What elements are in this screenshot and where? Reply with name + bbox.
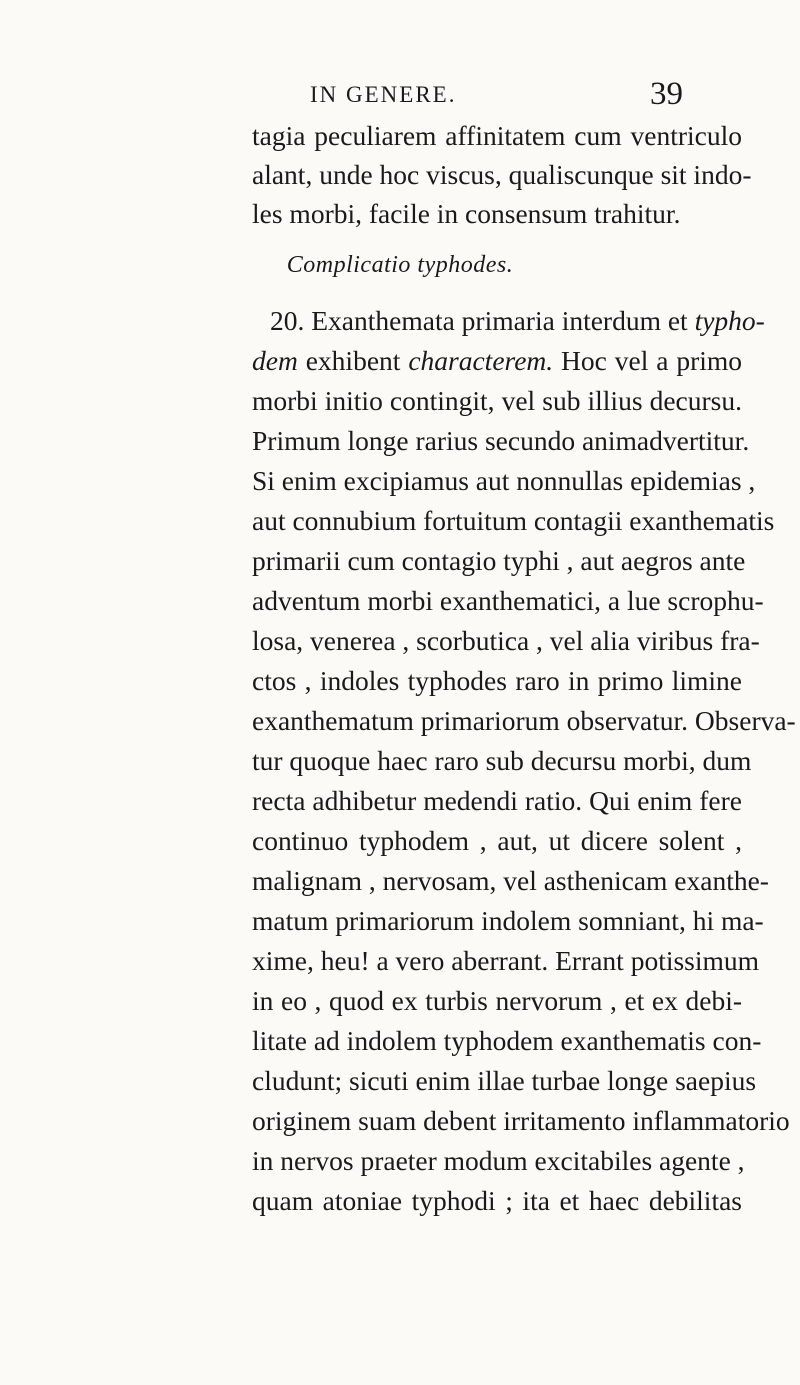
text-line: matum primariorum indolem somniant, hi ma- [252,905,764,936]
text-line: litate ad indolem typhodem exanthematis con- [252,1025,762,1056]
text-line [270,303,765,339]
text-line: cludunt; sicuti enim illae turbae longe saepius [252,1065,757,1096]
page-number: 39 [650,76,683,112]
running-title: IN GENERE. [310,82,457,107]
text-line: adventum morbi exanthematici, a lue scrophu- [252,585,764,616]
text-line: xime, heu! a vero aberrant. Errant potissimum [252,945,760,976]
section-heading: Complicatio typhodes. [286,252,514,278]
text-line: primarii cum contagio typhi , aut aegros ante [252,545,746,576]
text-line: tagia peculiarem affinitatem cum ventriculo [252,120,742,151]
text-line: exanthematum primariorum observatur. Observa- [252,705,796,736]
text-line: in nervos praeter modum excitabiles agente , [252,1145,745,1176]
text-line: alant, unde hoc viscus, qualiscunque sit indo- [252,159,752,190]
text-line: aut connubium fortuitum contagii exanthematis [252,505,775,536]
text-segment: 20. Exanthemata primaria interdum et [270,305,688,336]
text-line: losa, venerea , scorbutica , vel alia viribus fra- [252,625,760,656]
text-line: les morbi, facile in consensum trahitur. [252,198,681,229]
text-line: Primum longe rarius secundo animadvertitur. [252,425,750,456]
text-line [252,343,742,379]
text-segment: exhibent [305,345,401,376]
text-line: continuo typhodem , aut, ut dicere solent , [252,825,742,856]
italic-term: characterem. [408,345,554,376]
text-line: tur quoque haec raro sub decursu morbi, dum [252,745,752,776]
text-line: ctos , indoles typhodes raro in primo limine [252,665,742,696]
text-line: Si enim excipiamus aut nonnullas epidemias , [252,465,756,496]
italic-term: dem [252,345,298,376]
text-segment: Hoc vel a primo [561,345,743,376]
running-head [0,76,800,116]
text-line: in eo , quod ex turbis nervorum , et ex debi- [252,985,742,1016]
text-line: morbi initio contingit, vel sub illius decursu. [252,385,742,416]
text-line: malignam , nervosam, vel asthenicam exanthe- [252,865,769,896]
text-line: originem suam debent irritamento inflammatorio [252,1105,790,1136]
italic-term: typho- [694,305,765,336]
text-line: recta adhibetur medendi ratio. Qui enim fere [252,785,742,816]
text-line: quam atoniae typhodi ; ita et haec debilitas [252,1185,742,1216]
